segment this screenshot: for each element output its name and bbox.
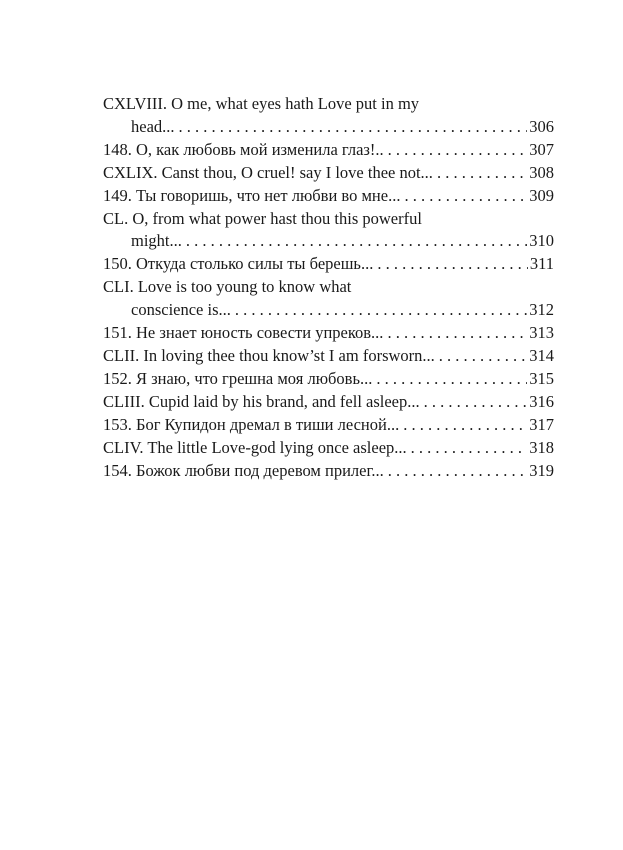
dot-leader <box>179 116 528 139</box>
toc-entry <box>103 414 554 437</box>
toc-entry-page-number: 315 <box>529 368 554 388</box>
toc-entry <box>103 460 554 483</box>
toc-entry <box>103 391 554 414</box>
dot-leader <box>404 185 527 208</box>
dot-leader <box>388 139 528 162</box>
toc-entry-page-number: 307 <box>529 139 554 159</box>
toc-entry <box>103 437 554 460</box>
toc-entry-title: CXLVIII. O me, what eyes hath Love put in my <box>103 94 420 113</box>
dot-leader <box>387 322 527 345</box>
toc-entry-title: 149. Ты говоришь, что нет любви во мне... <box>103 185 401 205</box>
toc-entry-title: CXLIX. Canst thou, O cruel! say I love thee not... <box>103 162 433 182</box>
toc-entry-page-number: 306 <box>529 116 554 136</box>
dot-leader <box>439 345 527 368</box>
toc-entry-title-continuation: head... <box>131 116 175 136</box>
toc-entry-title: CLIV. The little Love-god lying once asleep... <box>103 437 407 457</box>
toc-entry-title: 152. Я знаю, что грешна моя любовь... <box>103 368 373 388</box>
toc-entry <box>103 139 554 162</box>
dot-leader <box>235 299 527 322</box>
toc-entry-page-number: 309 <box>529 185 554 205</box>
toc-entry-page-number: 319 <box>529 460 554 480</box>
toc-entry-title: 148. О, как любовь мой изменила глаз!.. <box>103 139 384 159</box>
toc-entry-title: 153. Бог Купидон дремал в тиши лесной... <box>103 414 400 434</box>
toc-entry-title: CLII. In loving thee thou know’st I am forsworn... <box>103 345 435 365</box>
toc-entry-title: 154. Божок любви под деревом прилег... <box>103 460 384 480</box>
toc-entry <box>103 162 554 185</box>
toc-entry-page-number: 310 <box>529 231 554 251</box>
toc-entry <box>103 93 554 139</box>
table-of-contents <box>103 93 554 482</box>
toc-entry-page-number: 312 <box>529 300 554 320</box>
toc-entry <box>103 368 554 391</box>
dot-leader <box>377 253 528 276</box>
toc-entry <box>103 208 554 254</box>
toc-entry-page-number: 316 <box>529 391 554 411</box>
toc-entry-title-continuation: might... <box>131 231 182 251</box>
dot-leader <box>411 437 528 460</box>
toc-entry <box>103 322 554 345</box>
toc-entry-title: CLIII. Cupid laid by his brand, and fell asleep... <box>103 391 420 411</box>
toc-entry-page-number: 318 <box>529 437 554 457</box>
toc-entry-title: 151. Не знает юность совести упреков... <box>103 323 384 343</box>
dot-leader <box>186 230 527 253</box>
dot-leader <box>388 460 528 483</box>
dot-leader <box>437 162 527 185</box>
toc-entry-title-continuation: conscience is... <box>131 300 231 320</box>
toc-entry <box>103 185 554 208</box>
toc-entry-title: CLI. Love is too young to know what <box>103 277 352 297</box>
dot-leader <box>376 368 527 391</box>
dot-leader <box>403 414 527 437</box>
toc-entry-title: 150. Откуда столько силы ты берешь... <box>103 254 374 274</box>
toc-entry-page-number: 308 <box>529 162 554 182</box>
toc-entry-page-number: 311 <box>529 254 554 274</box>
toc-entry-page-number: 313 <box>529 323 554 343</box>
toc-entry-title: CL. O, from what power hast thou this powerful <box>103 208 422 228</box>
toc-entry <box>103 276 554 322</box>
dot-leader <box>424 391 528 414</box>
toc-entry <box>103 253 554 276</box>
toc-entry-page-number: 317 <box>529 414 554 434</box>
toc-entry <box>103 345 554 368</box>
toc-entry-page-number: 314 <box>529 345 554 365</box>
